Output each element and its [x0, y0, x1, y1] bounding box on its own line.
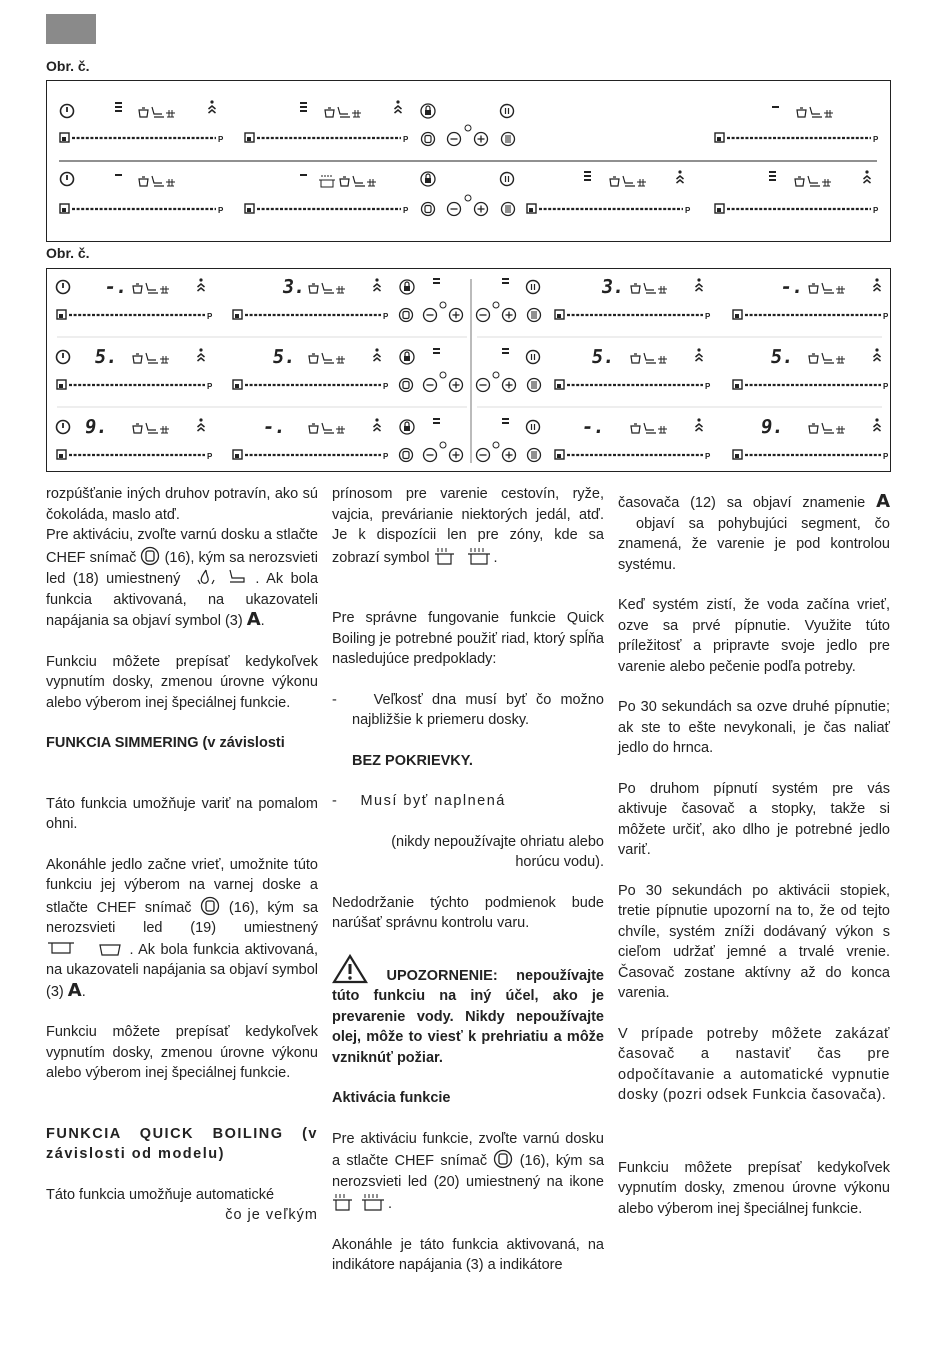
pot-icon — [309, 424, 318, 433]
keep-warm-icon — [166, 110, 175, 117]
minus-icon — [477, 379, 490, 392]
paragraph: rozpúšťanie iných druhov potravín, ako sú čokoláda, maslo atď. — [46, 486, 318, 523]
plus-icon — [450, 379, 463, 392]
keep-warm-icon — [836, 356, 845, 363]
boost-dot-icon — [199, 278, 202, 281]
zone-display-digit: 3. — [280, 275, 308, 298]
pause-icon — [501, 173, 514, 186]
paragraph: V prípade potreby môžete zakázať časovač a nastaviť čas pre odpočítavanie a automatické vypnutie dosky (pozri odsek Funkcia časovača). — [618, 1025, 890, 1103]
power-icon — [57, 281, 70, 294]
power-icon — [57, 421, 70, 434]
chef-sensor-icon — [422, 133, 435, 146]
pot-icon — [133, 354, 142, 363]
slider-start-dot-icon — [62, 208, 66, 212]
slider-p-label: P — [383, 312, 389, 321]
zone-display-digit: 9. — [759, 415, 786, 438]
keep-warm-icon — [166, 179, 175, 186]
boost-icon — [874, 354, 881, 361]
paragraph: Po 30 sekundách po aktivácii stopiek, tretie pípnutie upozorní na to, že od tejto chvíle, systém zníži dodávaný výkon s cieľom udržať jemné a trvalé vrenie. Časovač zostane aktívny až do konca varenia. — [618, 882, 890, 1001]
a-symbol: A — [67, 979, 82, 1001]
boost-icon — [696, 424, 703, 431]
pan-icon — [353, 176, 365, 186]
pause-icon — [527, 421, 540, 434]
text: Akonáhle jedlo začne vrieť, umožnite túto funkciu jej výberom na varnej doske a stlačte CHEF snímač — [46, 856, 318, 916]
boost-icon — [395, 106, 402, 113]
text: (16), kým sa nerozsvieti led (18) umiestnený — [46, 549, 318, 587]
indicator-dot-icon — [493, 442, 499, 448]
paragraph: Pre správne fungovanie funkcie Quick Boiling je potrebné použiť riad, ktorý spĺňa nasledujúce predpoklady: — [332, 610, 604, 667]
indicator-dot-icon — [465, 125, 471, 131]
lock-icon — [421, 104, 435, 118]
pot-icon — [139, 177, 148, 186]
text: . Ak bola funkcia aktivovaná, na ukazovateli napájania sa objaví symbol (3) — [46, 941, 318, 1000]
pot-icon — [809, 354, 818, 363]
slider-p-label: P — [705, 312, 711, 321]
paragraph — [618, 492, 890, 575]
pan-icon — [822, 353, 834, 363]
figure-1-control-panel — [46, 80, 891, 242]
paragraph: Táto funkcia umožňuje automatické — [46, 1186, 275, 1203]
power-icon — [57, 351, 70, 364]
slider-start-dot-icon — [247, 137, 251, 141]
boost-icon — [874, 424, 881, 431]
paragraph: Funkciu môžete prepísať kedykoľvek vypnutím dosky, zmenou úrovne výkonu alebo výberom inej špeciálnej funkcie. — [618, 1159, 890, 1217]
bullet-bold: BEZ POKRIEVKY. — [352, 752, 473, 769]
heading-activation: Aktivácia funkcie — [332, 1090, 451, 1106]
chef-sensor-icon — [400, 449, 413, 462]
chef-sensor-icon — [493, 1149, 513, 1169]
minus-icon — [477, 449, 490, 462]
pan-icon — [808, 176, 820, 186]
text: . Ak bola funkcia aktivovaná, na ukazovateli napájania sa objaví symbol (3) — [46, 571, 319, 629]
slider-p-label: P — [403, 206, 409, 215]
slider-p-label: P — [383, 452, 389, 461]
pot-icon — [139, 108, 148, 117]
indicator-dot-icon — [465, 195, 471, 201]
keep-warm-icon — [822, 179, 831, 186]
boil-pot-icon — [319, 175, 335, 187]
a-symbol: A — [246, 609, 261, 630]
keep-warm-icon — [637, 179, 646, 186]
timer-icon — [528, 379, 541, 392]
minus-icon — [477, 309, 490, 322]
slider-p-label: P — [403, 135, 409, 144]
text: prínosom pre varenie cestovín, ryže, vajcia, prevárianie niektorých jedál, atď. Je k dispozícii len pre zóny, kde sa zobrazí symbol — [332, 486, 604, 566]
indicator-dot-icon — [440, 442, 446, 448]
plus-icon — [503, 449, 516, 462]
pan-icon — [146, 423, 158, 433]
keep-warm-icon — [824, 110, 833, 117]
zone-display-digit: 5. — [769, 345, 796, 368]
text: (16), kým sa nerozsvieti led (20) umiestnený na ikone — [332, 1153, 605, 1190]
boost-dot-icon — [865, 170, 868, 173]
boost-icon — [696, 354, 703, 361]
zone-display-digit: 5. — [590, 345, 617, 368]
boost-icon — [696, 284, 703, 291]
paragraph: Funkciu môžete prepísať kedykoľvek vypnutím dosky, zmenou úrovne výkonu alebo výberom inej špeciálnej funkcie. — [46, 1024, 318, 1081]
pot-icon — [631, 354, 640, 363]
zone-display-digit: -. — [261, 415, 288, 438]
boost-icon — [198, 424, 205, 431]
boost-dot-icon — [697, 418, 700, 421]
boost-icon — [874, 284, 881, 291]
power-icon — [61, 105, 74, 118]
indicator-dot-icon — [440, 372, 446, 378]
zone-display-digit: -. — [778, 275, 806, 298]
slider-start-dot-icon — [247, 208, 251, 212]
boost-icon — [198, 284, 205, 291]
boost-icon — [864, 176, 871, 183]
zone-display-digit: 5. — [271, 345, 298, 368]
pot-icon — [325, 108, 334, 117]
keep-warm-icon — [336, 426, 345, 433]
boost-dot-icon — [875, 278, 878, 281]
pot-icon — [309, 284, 318, 293]
minus-icon — [448, 133, 461, 146]
timer-icon — [502, 203, 515, 216]
pan-icon — [152, 176, 164, 186]
boost-dot-icon — [875, 348, 878, 351]
pan-icon — [822, 423, 834, 433]
keep-warm-icon — [658, 356, 667, 363]
boost-dot-icon — [678, 170, 681, 173]
pot-icon — [309, 354, 318, 363]
pot-icon — [809, 424, 818, 433]
plus-icon — [450, 449, 463, 462]
slider-start-dot-icon — [735, 454, 739, 458]
plus-icon — [475, 133, 488, 146]
paragraph: Akonáhle je táto funkcia aktivovaná, na indikátore napájania (3) a indikátore — [332, 1236, 604, 1273]
pot-icon — [133, 424, 142, 433]
slider-p-label: P — [705, 452, 711, 461]
pan-icon — [322, 353, 334, 363]
minus-icon — [424, 309, 437, 322]
melting-pot-icon — [188, 568, 248, 586]
slider-p-label: P — [383, 382, 389, 391]
paragraph: Táto funkcia umožňuje variť na pomalom ohni. — [46, 795, 318, 832]
text: Musí byť naplnená — [360, 793, 506, 809]
paragraph: Keď systém zistí, že voda začína vrieť, ozve sa prvé pípnutie. Využite túto príležitosť a pripravte svoje jedlo pre varenie alebo pečenie podľa potreby. — [618, 597, 890, 675]
boost-icon — [198, 354, 205, 361]
text: časovača (12) sa objaví znamenie — [618, 495, 866, 511]
zone-display-digit: -. — [102, 275, 130, 298]
pan-icon — [822, 283, 834, 293]
text: Pre aktiváciu, zvoľte varnú dosku a stlačte CHEF snímač — [46, 527, 318, 566]
keep-warm-icon — [336, 356, 345, 363]
slider-p-label: P — [873, 206, 879, 215]
slider-p-label: P — [207, 312, 213, 321]
figure-2-control-panel — [46, 268, 891, 472]
text: objaví sa pohybujúci segment, čo znamená, že varenie je pod kontrolou systému. — [618, 515, 890, 573]
text: Veľkosť dna musí byť čo možno najbližšie k priemeru dosky. — [352, 691, 604, 728]
pan-icon — [146, 353, 158, 363]
paragraph: čo je veľkým — [225, 1207, 318, 1223]
plus-icon — [475, 203, 488, 216]
pause-icon — [527, 281, 540, 294]
slider-p-label: P — [685, 206, 691, 215]
chef-sensor-icon — [400, 309, 413, 322]
boost-icon — [209, 106, 216, 113]
paragraph: Funkciu môžete prepísať kedykoľvek vypnutím dosky, zmenou úrovne výkonu alebo výberom inej špeciálnej funkcie. — [46, 653, 318, 711]
pause-icon — [501, 105, 514, 118]
slider-p-label: P — [873, 135, 879, 144]
timer-icon — [502, 133, 515, 146]
boost-icon — [677, 176, 684, 183]
slider-start-dot-icon — [235, 314, 239, 318]
keep-warm-icon — [836, 426, 845, 433]
chef-sensor-icon — [422, 203, 435, 216]
figure-2-label: Obr. č. — [46, 245, 90, 261]
plus-icon — [503, 309, 516, 322]
boost-icon — [374, 284, 381, 291]
plus-icon — [503, 379, 516, 392]
minus-icon — [424, 379, 437, 392]
pan-icon — [338, 107, 350, 117]
slider-start-dot-icon — [735, 314, 739, 318]
indicator-dot-icon — [493, 302, 499, 308]
paragraph: prínosom pre varenie cestovín, ryže, vajcia, prevárianie niektorých jedál, atď. Je k dispozícii len pre zóny, kde sa zobrazí symbol . — [332, 486, 604, 566]
warning-paragraph — [332, 954, 604, 1069]
lock-icon — [400, 350, 414, 364]
slider-start-dot-icon — [557, 384, 561, 388]
dash: - — [332, 691, 337, 708]
pan-icon — [146, 283, 158, 293]
boost-dot-icon — [875, 418, 878, 421]
zone-display-digit: 5. — [93, 345, 120, 368]
figure-1-label: Obr. č. — [46, 58, 90, 74]
pot-icon — [133, 284, 142, 293]
dash: - — [332, 793, 339, 809]
text-column-3 — [618, 484, 890, 1239]
chef-sensor-icon — [400, 379, 413, 392]
pan-icon — [623, 176, 635, 186]
slider-p-label: P — [218, 206, 224, 215]
pan-icon — [322, 283, 334, 293]
chef-sensor-icon — [140, 546, 160, 566]
slider-start-dot-icon — [59, 454, 63, 458]
timer-icon — [528, 449, 541, 462]
pause-icon — [527, 351, 540, 364]
warning-triangle-icon — [332, 954, 368, 984]
pot-icon — [610, 177, 619, 186]
pot-icon — [631, 424, 640, 433]
paragraph: Pre aktiváciu, zvoľte varnú dosku a stlačte CHEF snímač (16), kým sa nerozsvieti led (18) umiestnený . Ak bola funkcia aktivovaná, na ukazovateli napájania sa objaví symbol (3) A. — [46, 527, 319, 630]
boost-dot-icon — [375, 278, 378, 281]
boost-dot-icon — [375, 418, 378, 421]
keep-warm-icon — [336, 286, 345, 293]
pan-icon — [322, 423, 334, 433]
warning-text: UPOZORNENIE: nepoužívajte túto funkciu na iný účel, ako je prevarenie vody. Nikdy nepoužívajte olej, môže to viesť k prehriatiu a môže vzniknúť požiar. — [332, 967, 604, 1066]
pot-icon — [809, 284, 818, 293]
keep-warm-icon — [160, 426, 169, 433]
keep-warm-icon — [367, 179, 376, 186]
zone-display-digit: 9. — [83, 415, 110, 438]
slider-p-label: P — [218, 135, 224, 144]
slider-start-dot-icon — [735, 384, 739, 388]
slider-start-dot-icon — [529, 208, 533, 212]
slider-p-label: P — [207, 452, 213, 461]
boost-icon — [374, 354, 381, 361]
lock-icon — [421, 172, 435, 186]
slider-start-dot-icon — [62, 137, 66, 141]
slider-p-label: P — [705, 382, 711, 391]
keep-warm-icon — [352, 110, 361, 117]
boost-dot-icon — [199, 418, 202, 421]
slider-start-dot-icon — [59, 384, 63, 388]
simmer-pot-icon — [46, 939, 124, 957]
slider-start-dot-icon — [557, 454, 561, 458]
boost-dot-icon — [199, 348, 202, 351]
bullet-item — [332, 690, 604, 731]
slider-start-dot-icon — [59, 314, 63, 318]
lock-icon — [400, 280, 414, 294]
text: (nikdy nepoužívajte ohriatu alebo horúcu vodu). — [391, 833, 604, 870]
text-column-2 — [332, 484, 604, 1296]
paragraph: Pre aktiváciu funkcie, zvoľte varnú dosku a stlačte CHEF snímač (16), kým sa nerozsvieti led (20) umiestnený na ikone . — [332, 1130, 605, 1212]
slider-start-dot-icon — [235, 384, 239, 388]
section-tab — [46, 14, 96, 44]
slider-p-label: P — [883, 312, 889, 321]
plus-icon — [450, 309, 463, 322]
pan-icon — [810, 107, 822, 117]
boost-dot-icon — [210, 100, 213, 103]
indicator-dot-icon — [493, 372, 499, 378]
slider-start-dot-icon — [557, 314, 561, 318]
zone-display-digit: -. — [580, 415, 607, 438]
timer-icon — [528, 309, 541, 322]
indicator-dot-icon — [440, 302, 446, 308]
text — [352, 832, 604, 873]
boost-dot-icon — [396, 100, 399, 103]
pan-icon — [644, 283, 656, 293]
bullet-item — [332, 791, 604, 812]
boost-dot-icon — [697, 278, 700, 281]
slider-p-label: P — [883, 382, 889, 391]
boost-dot-icon — [375, 348, 378, 351]
keep-warm-icon — [160, 286, 169, 293]
boil-pot-icon — [434, 546, 494, 566]
pot-icon — [340, 177, 349, 186]
power-icon — [61, 173, 74, 186]
keep-warm-icon — [836, 286, 845, 293]
paragraph: Akonáhle jedlo začne vrieť, umožnite túto funkciu jej výberom na varnej doske a stlačte CHEF snímač (16), kým sa nerozsvieti led (19) umiestnený . Ak bola funkcia aktivovaná, na ukazovateli napájania sa objaví symbol (3) A. — [46, 856, 319, 1001]
text: Pre aktiváciu funkcie, zvoľte varnú dosku a stlačte CHEF snímač — [332, 1130, 604, 1169]
pot-icon — [631, 284, 640, 293]
slider-start-dot-icon — [235, 454, 239, 458]
paragraph: Po 30 sekundách sa ozve druhé pípnutie; ak ste to ešte nevykonali, je čas naliať jedlo do hrnca. — [618, 699, 890, 756]
slider-p-label: P — [207, 382, 213, 391]
heading-quick-boiling: FUNKCIA QUICK BOILING (v závislosti od modelu) — [46, 1125, 318, 1162]
pan-icon — [644, 353, 656, 363]
boost-icon — [374, 424, 381, 431]
paragraph — [332, 832, 604, 873]
heading-simmering: FUNKCIA SIMMERING (v závislosti — [46, 735, 285, 751]
keep-warm-icon — [658, 426, 667, 433]
slider-start-dot-icon — [717, 208, 721, 212]
pot-icon — [795, 177, 804, 186]
slider-p-label: P — [883, 452, 889, 461]
slider-start-dot-icon — [717, 137, 721, 141]
pan-icon — [644, 423, 656, 433]
boil-pot-icon — [332, 1192, 388, 1212]
paragraph: Nedodržanie týchto podmienok bude narúšať správnu kontrolu varu. — [332, 894, 604, 931]
boost-dot-icon — [697, 348, 700, 351]
minus-icon — [448, 203, 461, 216]
pot-icon — [797, 108, 806, 117]
pan-icon — [152, 107, 164, 117]
lock-icon — [400, 420, 414, 434]
text: (16), kým sa nerozsvieti led (19) umiestnený — [46, 899, 319, 936]
chef-sensor-icon — [200, 896, 220, 916]
minus-icon — [424, 449, 437, 462]
paragraph: Po druhom pípnutí systém pre vás aktivuje časovač a stopky, takže si môžete určiť, ako dlho je potrebné jedlo variť. — [618, 780, 890, 858]
zone-display-digit: 3. — [599, 275, 627, 298]
a-symbol: A — [876, 491, 890, 512]
text-column-1 — [46, 484, 318, 1246]
keep-warm-icon — [160, 356, 169, 363]
keep-warm-icon — [658, 286, 667, 293]
